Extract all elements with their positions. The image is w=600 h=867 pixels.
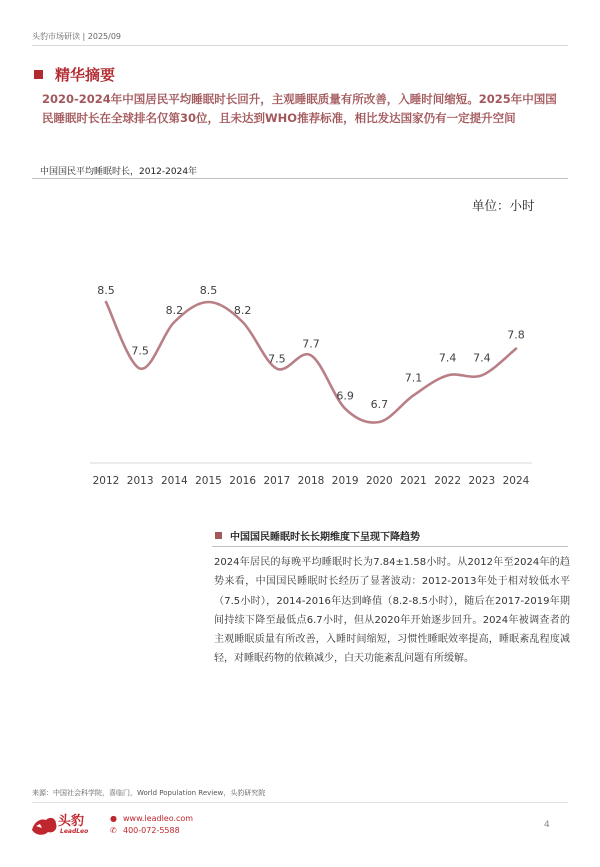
data-label: 8.2 (233, 304, 252, 317)
x-tick-label: 2022 (434, 475, 462, 487)
data-label: 8.2 (165, 304, 184, 317)
chart-title: 中国国民平均睡眠时长，2012-2024年 (40, 167, 198, 177)
header-text: 头豹市场研读 | 2025/09 (32, 32, 122, 41)
logo-text-en: LeadLeo (60, 828, 89, 835)
x-tick-label: 2017 (263, 475, 291, 487)
section-title: 精华摘要 (55, 66, 116, 84)
x-tick-label: 2012 (92, 475, 120, 487)
data-label: 7.5 (268, 352, 286, 366)
data-label: 7.7 (302, 337, 320, 351)
x-tick-label: 2013 (126, 475, 154, 487)
data-label: 7.4 (473, 351, 491, 365)
data-label: 7.4 (438, 351, 457, 365)
data-label: 6.7 (370, 398, 389, 411)
website-link[interactable]: www.leadleo.com (123, 814, 194, 823)
body-text: 2024年居民的每晚平均睡眠时长为7.84±1.58小时。从2012年至2024年的趋势来看，中国国民睡眠时长经历了显著波动：2012-2013年处于相对较低水平（7.5小时），2014-2016年达到峰值（8.2-8.5小时），随后在2017-2019年期间持续下降至最低点6.7小时，但从2020年开始逐步回升。2024年被调查者的主观睡眠质量有所改善，入睡时间缩短，习惯性睡眠效率提高，睡眠紊乱程度减轻，对睡眠药物的依赖减少，白天功能紊乱问题有所缓解。 (214, 557, 570, 665)
summary-text: 2020-2024年中国居民平均睡眠时长回升，主观睡眠质量有所改善，入睡时间缩短。2025年中国国民睡眠时长在全球排名仅第30位，且未达到WHO推荐标准，相比发达国家仍有一定提升空间 (42, 92, 557, 125)
page-number: 4 (544, 820, 550, 830)
bullet-title: 中国国民睡眠时长长期维度下呈现下降趋势 (230, 532, 420, 543)
x-tick-label: 2024 (502, 475, 530, 487)
data-label: 8.5 (199, 284, 218, 297)
x-tick-label: 2020 (365, 475, 393, 487)
phone-number: 400-072-5588 (123, 826, 180, 835)
globe-icon: ● (110, 814, 117, 823)
x-tick-label: 2023 (468, 475, 496, 487)
bullet-divider (212, 546, 568, 547)
data-label: 7.8 (507, 328, 525, 342)
data-label: 7.5 (131, 344, 149, 358)
x-tick-label: 2019 (331, 475, 359, 487)
logo-text-cn: 头豹 (58, 814, 85, 829)
footer-divider (32, 802, 568, 803)
x-tick-label: 2015 (195, 475, 222, 487)
x-tick-label: 2014 (160, 475, 188, 487)
data-label: 6.9 (336, 389, 354, 403)
phone-icon: ✆ (110, 826, 117, 835)
x-tick-label: 2021 (400, 475, 427, 487)
data-label: 7.1 (404, 371, 423, 385)
source-note: 来源：中国社会科学院，喜临门，World Population Review，头豹研究院 (32, 789, 266, 797)
data-label: 8.5 (97, 284, 115, 297)
bullet-marker (215, 532, 222, 539)
x-tick-label: 2016 (229, 475, 257, 487)
x-tick-label: 2018 (297, 475, 325, 487)
unit-label: 单位：小时 (472, 198, 535, 213)
